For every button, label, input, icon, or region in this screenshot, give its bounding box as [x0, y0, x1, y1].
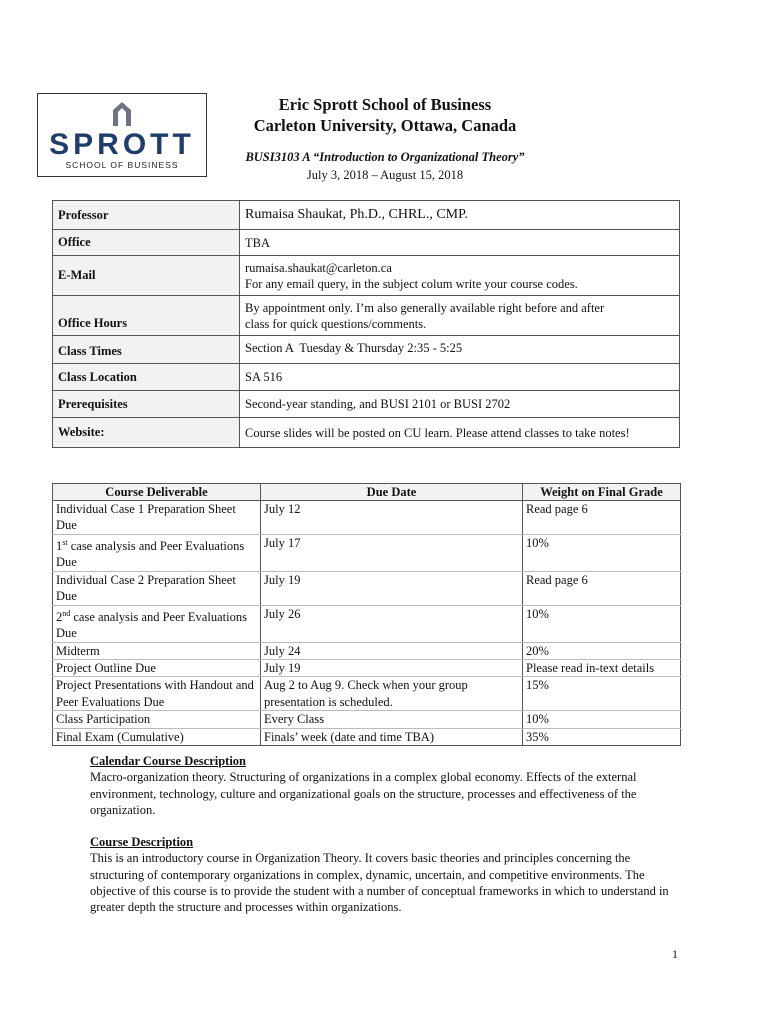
weight-cell: 10%	[523, 605, 681, 642]
info-value: TBA	[240, 230, 680, 256]
info-label: Office Hours	[53, 296, 240, 336]
weight-cell: 35%	[523, 728, 681, 745]
info-label: E-Mail	[53, 256, 240, 296]
course-title: BUSI3103 A “Introduction to Organizational Theory”	[245, 150, 525, 164]
deliverable-cell: Midterm	[53, 642, 261, 659]
column-header: Course Deliverable	[53, 484, 261, 501]
info-value: Rumaisa Shaukat, Ph.D., CHRL., CMP.	[240, 201, 680, 230]
due-date-cell: Finals’ week (date and time TBA)	[261, 728, 523, 745]
section-title: Course Description	[90, 835, 194, 849]
info-value: SA 516	[240, 364, 680, 391]
weight-cell: 20%	[523, 642, 681, 659]
deliverable-cell: Final Exam (Cumulative)	[53, 728, 261, 745]
university-name: Carleton University, Ottawa, Canada	[253, 116, 517, 135]
table-row	[53, 677, 681, 711]
info-row-website	[53, 418, 680, 448]
info-label: Office	[53, 230, 240, 256]
table-row	[53, 501, 681, 535]
section-body: Macro-organization theory. Structuring of organizations in a complex global economy. Effects of the external environment, technology, culture and organizational goals on the structure, processes and effectiveness of the organization.	[90, 770, 637, 817]
table-row	[53, 728, 681, 745]
table-row	[53, 659, 681, 676]
deliverable-cell: Class Participation	[53, 711, 261, 728]
ordinal-number: 1	[56, 538, 63, 553]
deliverable-cell: Individual Case 2 Preparation Sheet Due	[53, 571, 261, 605]
section-title: Calendar Course Description	[90, 754, 247, 768]
weight-cell: 10%	[523, 711, 681, 728]
weight-cell: Read page 6	[523, 501, 681, 535]
due-date-cell: July 19	[261, 571, 523, 605]
ordinal-number: 2	[56, 609, 63, 624]
info-value: Course slides will be posted on CU learn. Please attend classes to take notes!	[240, 418, 680, 448]
table-row	[53, 605, 681, 642]
info-value	[240, 296, 680, 336]
due-date-cell: Every Class	[261, 711, 523, 728]
table-row	[53, 534, 681, 571]
deliverables-table	[52, 483, 681, 746]
info-value: Second-year standing, and BUSI 2101 or BUSI 2702	[240, 391, 680, 418]
info-label: Website:	[53, 418, 240, 448]
info-row-prerequisites	[53, 391, 680, 418]
course-description-section	[90, 834, 682, 915]
deliverable-text: case analysis and Peer Evaluations Due	[56, 609, 247, 641]
info-row-office	[53, 230, 680, 256]
deliverable-cell: Project Presentations with Handout and Peer Evaluations Due	[53, 677, 261, 711]
ordinal-suffix: st	[62, 537, 68, 547]
info-row-class-location	[53, 364, 680, 391]
due-date-cell: July 17	[261, 534, 523, 571]
school-name: Eric Sprott School of Business	[278, 95, 492, 114]
deliverable-cell	[53, 605, 261, 642]
table-row	[53, 711, 681, 728]
weight-cell: Read page 6	[523, 571, 681, 605]
weight-cell: 15%	[523, 677, 681, 711]
ordinal-suffix: nd	[62, 608, 71, 618]
info-row-office-hours	[53, 296, 680, 336]
course-info-table	[52, 200, 680, 448]
info-label: Class Location	[53, 364, 240, 391]
deliverable-cell: Individual Case 1 Preparation Sheet Due	[53, 501, 261, 535]
calendar-description-section	[90, 753, 682, 818]
info-row-class-times	[53, 336, 680, 364]
due-date-cell: July 19	[261, 659, 523, 676]
deliverables-header-row	[53, 484, 681, 501]
office-hours-line: By appointment only. I’m also generally available right before and after	[245, 301, 605, 315]
office-hours-line: class for quick questions/comments.	[245, 317, 427, 331]
logo-wordmark: SPROTT	[49, 128, 195, 161]
info-label: Prerequisites	[53, 391, 240, 418]
email-note: For any email query, in the subject colum write your course codes.	[245, 276, 578, 291]
table-row	[53, 571, 681, 605]
due-date-cell: July 24	[261, 642, 523, 659]
column-header: Due Date	[261, 484, 523, 501]
logo-subtitle: SCHOOL OF BUSINESS	[65, 160, 179, 170]
sprott-logo	[37, 93, 207, 177]
page-number: 1	[672, 947, 678, 961]
due-date-cell: July 12	[261, 501, 523, 535]
info-row-email	[53, 256, 680, 296]
info-label: Professor	[53, 201, 240, 230]
email-address[interactable]: rumaisa.shaukat@carleton.ca	[245, 260, 392, 275]
due-date-cell: Aug 2 to Aug 9. Check when your group presentation is scheduled.	[261, 677, 523, 711]
deliverable-cell: Project Outline Due	[53, 659, 261, 676]
info-value	[240, 256, 680, 296]
table-row	[53, 642, 681, 659]
info-label: Class Times	[53, 336, 240, 364]
column-header: Weight on Final Grade	[523, 484, 681, 501]
info-value: Section A Tuesday & Thursday 2:35 - 5:25	[240, 336, 680, 364]
deliverable-cell	[53, 534, 261, 571]
due-date-cell: July 26	[261, 605, 523, 642]
section-body: This is an introductory course in Organization Theory. It covers basic theories and principles concerning the structuring of contemporary organizations in complex, dynamic, uncertain, and competitive environments. The objective of this course is to provide the student with a number of conceptual frameworks in which to understand in greater depth the structure and processes within organizations.	[90, 851, 669, 915]
weight-cell: 10%	[523, 534, 681, 571]
weight-cell: Please read in-text details	[523, 659, 681, 676]
deliverable-text: case analysis and Peer Evaluations Due	[56, 538, 245, 570]
course-dates: July 3, 2018 – August 15, 2018	[306, 168, 464, 182]
sprott-arch-icon	[111, 100, 133, 126]
info-row-professor	[53, 201, 680, 230]
